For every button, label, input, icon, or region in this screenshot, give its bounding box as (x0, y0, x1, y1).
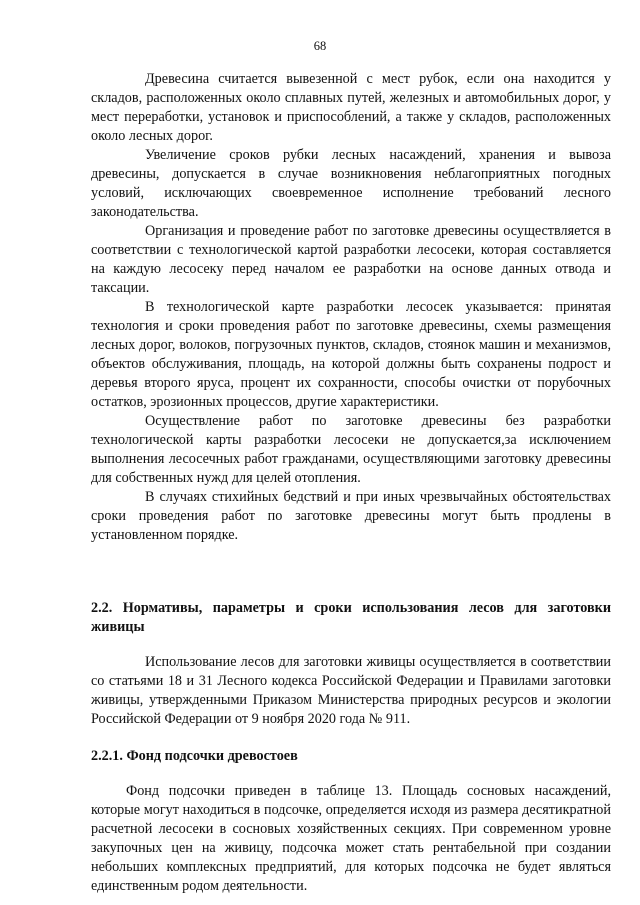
paragraph-map-contents: В технологической карте разработки лесосек указывается: принятая технология и сроки проведения работ по заготовке древесины, схемы размещения лесных дорог, волоков, погрузочных пунктов, складов, стоянок машин и механизмов, объектов обслуживания, площадь, на которой должны быть сохранены подрост и деревья второго яруса, процент их сохранности, способы очистки от порубочных остатков, эрозионных процессов, другие характеристики. (91, 299, 611, 410)
page-content (91, 70, 611, 896)
paragraph-timber-removed: Древесина считается вывезенной с мест рубок, если она находится у складов, расположенных около сплавных путей, железных и автомобильных дорог, у мест переработки, установок и приспособлений, а также у складов, расположенных около лесных дорог. (91, 71, 611, 144)
paragraph-map-exception: Осуществление работ по заготовке древесины без разработки технологической карты разработки лесосеки не допускается,за исключением выполнения лесосечных работ гражданами, осуществляющими заготовку древесины для собственных нужд для целей отопления. (91, 413, 611, 486)
paragraph-extension-weather: Увеличение сроков рубки лесных насаждений, хранения и вывоза древесины, допускается в случае возникновения неблагоприятных погодных условий, исключающих своевременное исполнение требований лесного законодательства. (91, 147, 611, 220)
section-heading-2-2: 2.2. Нормативы, параметры и сроки использования лесов для заготовки живицы (91, 600, 611, 635)
paragraph-natural-disasters: В случаях стихийных бедствий и при иных чрезвычайных обстоятельствах сроки проведения работ по заготовке древесины могут быть продлены в установленном порядке. (91, 489, 611, 543)
page-number: 68 (313, 39, 327, 53)
paragraph-tapping-fund: Фонд подсочки приведен в таблице 13. Площадь сосновых насаждений, которые могут находиться в подсочке, определяется исходя из размера десятикратной расчетной лесосеки в сосновых хозяйственных секциях. При современном уровне закупочных цен на живицу, подсочка может стать рентабельной при создании небольших комплексных предприятий, для которых подсочка не будет являться единственным родом деятельности. (91, 783, 611, 894)
paragraph-technological-map: Организация и проведение работ по заготовке древесины осуществляется в соответствии с технологической картой разработки лесосеки, которая составляется на каждую лесосеку перед началом ее разработки на основе данных отвода и таксации. (91, 223, 611, 296)
paragraph-resin-legal-basis: Использование лесов для заготовки живицы осуществляется в соответствии со статьями 18 и 31 Лесного кодекса Российской Федерации и Правилами заготовки живицы, утвержденными Приказом Министерства природных ресурсов и экологии Российской Федерации от 9 ноября 2020 года № 911. (91, 654, 611, 727)
section-heading-2-2-1: 2.2.1. Фонд подсочки древостоев (91, 748, 298, 764)
